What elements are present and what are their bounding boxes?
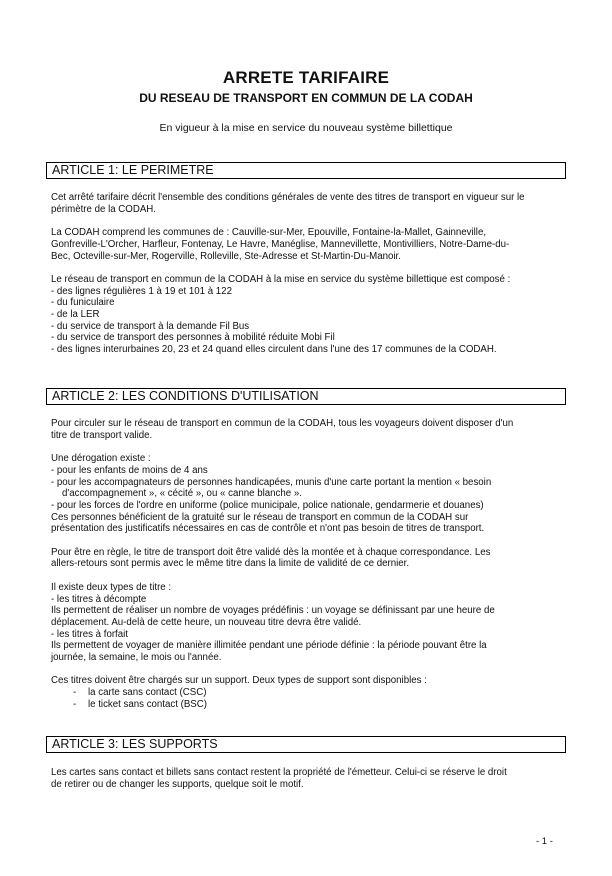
article-2-support-item: - le ticket sans contact (BSC) bbox=[73, 698, 207, 710]
article-2-ticket-types-intro: Il existe deux types de titre : bbox=[51, 581, 172, 593]
article-1-communes-line-1: La CODAH comprend les communes de : Cauville-sur-Mer, Epouville, Fontaine-la-Mallet, Gainneville, bbox=[51, 227, 487, 239]
article-2-ticket-type: - les titres à décompte bbox=[51, 593, 147, 605]
article-2-heading: ARTICLE 2: LES CONDITIONS D'UTILISATION bbox=[46, 388, 566, 405]
article-1-body bbox=[51, 192, 566, 356]
article-3-heading: ARTICLE 3: LES SUPPORTS bbox=[46, 736, 566, 753]
article-1-heading: ARTICLE 1: LE PERIMETRE bbox=[46, 162, 566, 179]
article-1-list-item: - des lignes régulières 1 à 19 et 101 à 122 bbox=[51, 285, 232, 297]
article-2-validation-line-1: Pour être en règle, le titre de transport doit être validé dès la montée et à chaque correspondance. Les bbox=[51, 546, 491, 558]
article-2-gratuity-line-2: présentation des justificatifs nécessaires en cas de contrôle et n'ont pas besoin de titres de transport. bbox=[51, 523, 485, 535]
article-3-paragraph-line-1: Les cartes sans contact et billets sans contact restent la propriété de l'émetteur. Celui-ci se réserve le droit bbox=[51, 767, 507, 778]
article-2-body bbox=[51, 418, 566, 711]
article-2-derogation-item: - pour les enfants de moins de 4 ans bbox=[51, 464, 208, 476]
article-2-ticket-type-description: Ils permettent de réaliser un nombre de voyages prédéfinis : un voyage se définissant par une heure de bbox=[51, 605, 495, 617]
article-1-communes-line-2: Gonfreville-L'Orcher, Harfleur, Fontenay, Le Havre, Manéglise, Mannevillette, Montivilliers, Notre-Dame-du- bbox=[51, 238, 510, 250]
article-1-list-item: - du service de transport à la demande Fil Bus bbox=[51, 320, 250, 332]
article-2-support-item-label: la carte sans contact (CSC) bbox=[88, 687, 207, 699]
article-2-ticket-type-description: déplacement. Au-delà de cette heure, un nouveau titre devra être validé. bbox=[51, 616, 362, 628]
article-2-paragraph-1-line-2: titre de transport valide. bbox=[51, 429, 153, 441]
article-2-ticket-type-description: Ils permettent de voyager de manière illimitée pendant une période définie : la période pouvant être la bbox=[51, 640, 487, 652]
article-2-derogation-item: - pour les forces de l'ordre en uniforme (police municipale, police nationale, gendarmerie et douanes) bbox=[51, 499, 484, 511]
article-1-paragraph-3: Le réseau de transport en commun de la CODAH à la mise en service du système billettique est composé : bbox=[51, 273, 511, 285]
document-intro: En vigueur à la mise en service du nouveau système billettique bbox=[159, 122, 453, 134]
article-2-validation-line-2: allers-retours sont permis avec le même titre dans la limite de validité de ce dernier. bbox=[51, 558, 410, 570]
article-1-list-item: - du funiculaire bbox=[51, 297, 115, 309]
article-1-paragraph-1: Cet arrêté tarifaire décrit l'ensemble des conditions générales de vente des titres de transport en vigueur sur le périmètre de la CODAH. bbox=[51, 192, 525, 215]
article-3-paragraph-line-2: de retirer ou de changer les supports, quelque soit le motif. bbox=[51, 778, 304, 790]
article-2-ticket-type: - les titres à forfait bbox=[51, 628, 128, 640]
article-2-paragraph-1-line-1: Pour circuler sur le réseau de transport en commun de la CODAH, tous les voyageurs doivent disposer d'un bbox=[51, 418, 514, 429]
article-2-gratuity-line-1: Ces personnes bénéficient de la gratuité sur le réseau de transport en commun de la CODAH sur bbox=[51, 511, 469, 523]
page-number: - 1 - bbox=[536, 836, 553, 847]
article-2-derogation-intro: Une dérogation existe : bbox=[51, 453, 151, 465]
article-2-derogation-item: - pour les accompagnateurs de personnes handicapées, munis d'une carte portant la mention « besoin bbox=[51, 476, 492, 488]
article-2-support-item-label: le ticket sans contact (BSC) bbox=[88, 698, 207, 710]
article-1-list-item: - de la LER bbox=[51, 309, 100, 320]
article-2-supports-intro: Ces titres doivent être chargés sur un support. Deux types de support sont disponibles : bbox=[51, 675, 427, 687]
article-1-list-item: - des lignes interurbaines 20, 23 et 24 quand elles circulent dans l'une des 17 communes de la CODAH. bbox=[51, 344, 497, 356]
article-1-communes-line-3: Bec, Octeville-sur-Mer, Rogerville, Rolleville, Ste-Adresse et St-Martin-Du-Manoir. bbox=[51, 250, 401, 262]
article-2-ticket-type-description: journée, la semaine, le mois ou l'année. bbox=[51, 652, 222, 664]
document-title: ARRETE TARIFAIRE bbox=[222, 68, 390, 87]
article-1-list-item: - du service de transport des personnes à mobilité réduite Mobi Fil bbox=[51, 332, 335, 344]
article-2-support-item: - la carte sans contact (CSC) bbox=[73, 687, 207, 699]
article-3-body bbox=[51, 767, 566, 790]
document-subtitle: DU RESEAU DE TRANSPORT EN COMMUN DE LA CODAH bbox=[139, 91, 473, 105]
article-2-derogation-item-continued: d'accompagnement », « cécité », ou « canne blanche ». bbox=[62, 488, 302, 500]
